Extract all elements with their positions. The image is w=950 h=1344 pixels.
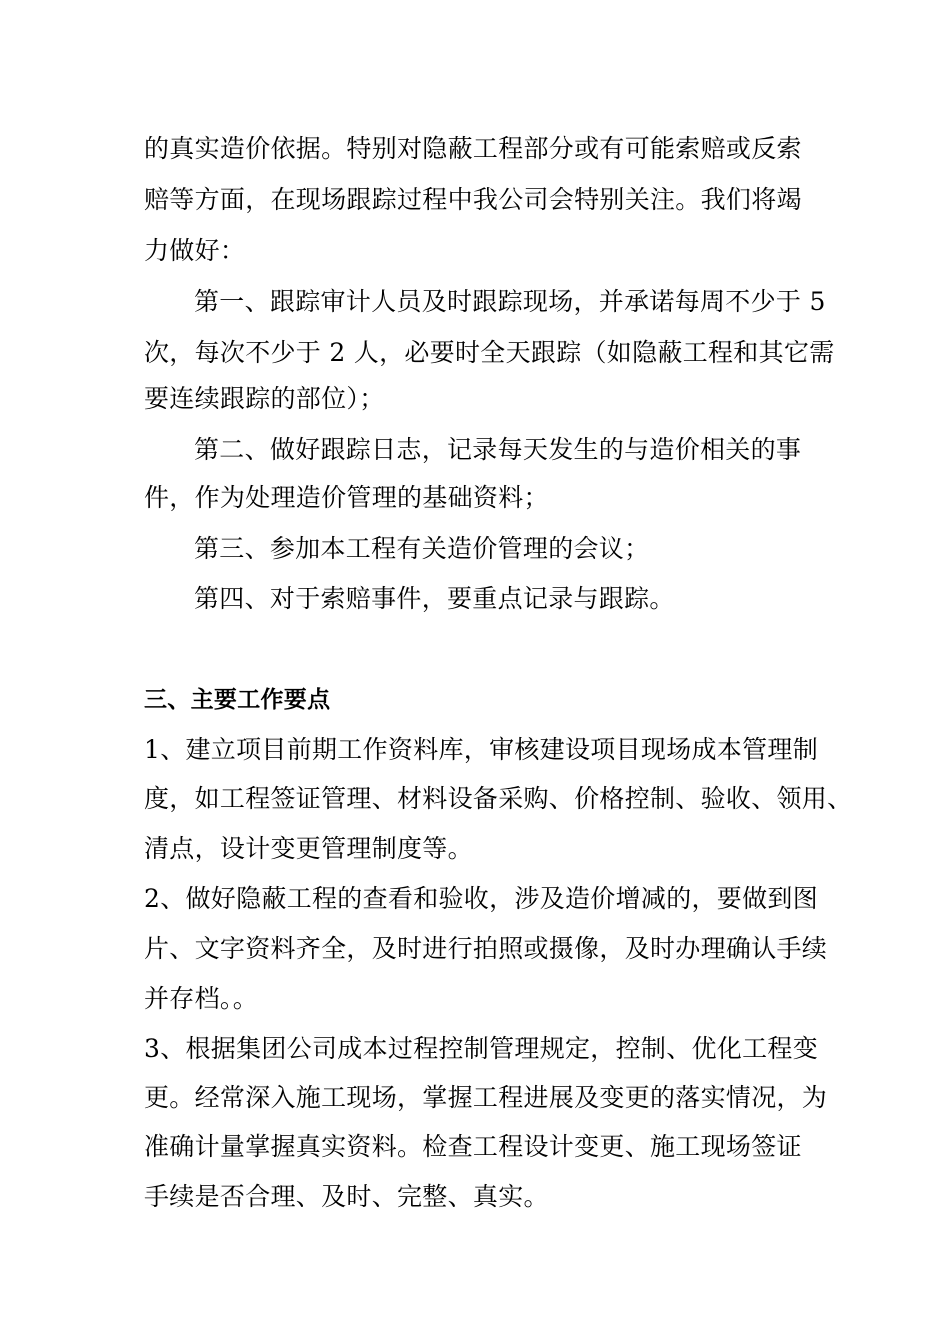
intro-line-2: 赔等方面，在现场跟踪过程中我公司会特别关注。我们将竭 xyxy=(144,185,802,214)
point-1-line-3: 清点，设计变更管理制度等。 xyxy=(144,834,473,863)
point-1-line-2: 度，如工程签证管理、材料设备采购、价格控制、验收、领用、 xyxy=(144,784,853,813)
point-2-line-3: 并存档。。 xyxy=(144,984,259,1013)
item-1-line-1: 第一、跟踪审计人员及时跟踪现场，并承诺每周不少于 5 xyxy=(194,287,826,316)
point-2-line-1: 2、做好隐蔽工程的查看和验收，涉及造价增减的，要做到图 xyxy=(144,884,819,913)
intro-line-3: 力做好： xyxy=(144,236,246,265)
point-3-line-4: 手续是否合理、及时、完整、真实。 xyxy=(144,1182,549,1211)
section-heading: 三、主要工作要点 xyxy=(144,687,331,713)
item-2-line-2: 件，作为处理造价管理的基础资料； xyxy=(144,483,549,512)
item-4-line-1: 第四、对于索赔事件，要重点记录与跟踪。 xyxy=(194,584,675,613)
point-1-line-1: 1、建立项目前期工作资料库，审核建设项目现场成本管理制 xyxy=(144,735,819,764)
item-1-line-3: 要连续跟踪的部位）； xyxy=(144,384,385,413)
item-2-line-1: 第二、做好跟踪日志，记录每天发生的与造价相关的事 xyxy=(194,435,802,464)
point-2-line-2: 片、文字资料齐全，及时进行拍照或摄像，及时办理确认手续 xyxy=(144,934,828,963)
intro-line-1: 的真实造价依据。特别对隐蔽工程部分或有可能索赔或反索 xyxy=(144,134,802,163)
point-3-line-2: 更。经常深入施工现场，掌握工程进展及变更的落实情况，为 xyxy=(144,1083,828,1112)
point-3-line-1: 3、根据集团公司成本过程控制管理规定，控制、优化工程变 xyxy=(144,1034,819,1063)
point-3-line-3: 准确计量掌握真实资料。检查工程设计变更、施工现场签证 xyxy=(144,1132,802,1161)
item-1-line-2: 次，每次不少于 2 人，必要时全天跟踪（如隐蔽工程和其它需 xyxy=(144,338,835,367)
item-3-line-1: 第三、参加本工程有关造价管理的会议； xyxy=(194,534,650,563)
